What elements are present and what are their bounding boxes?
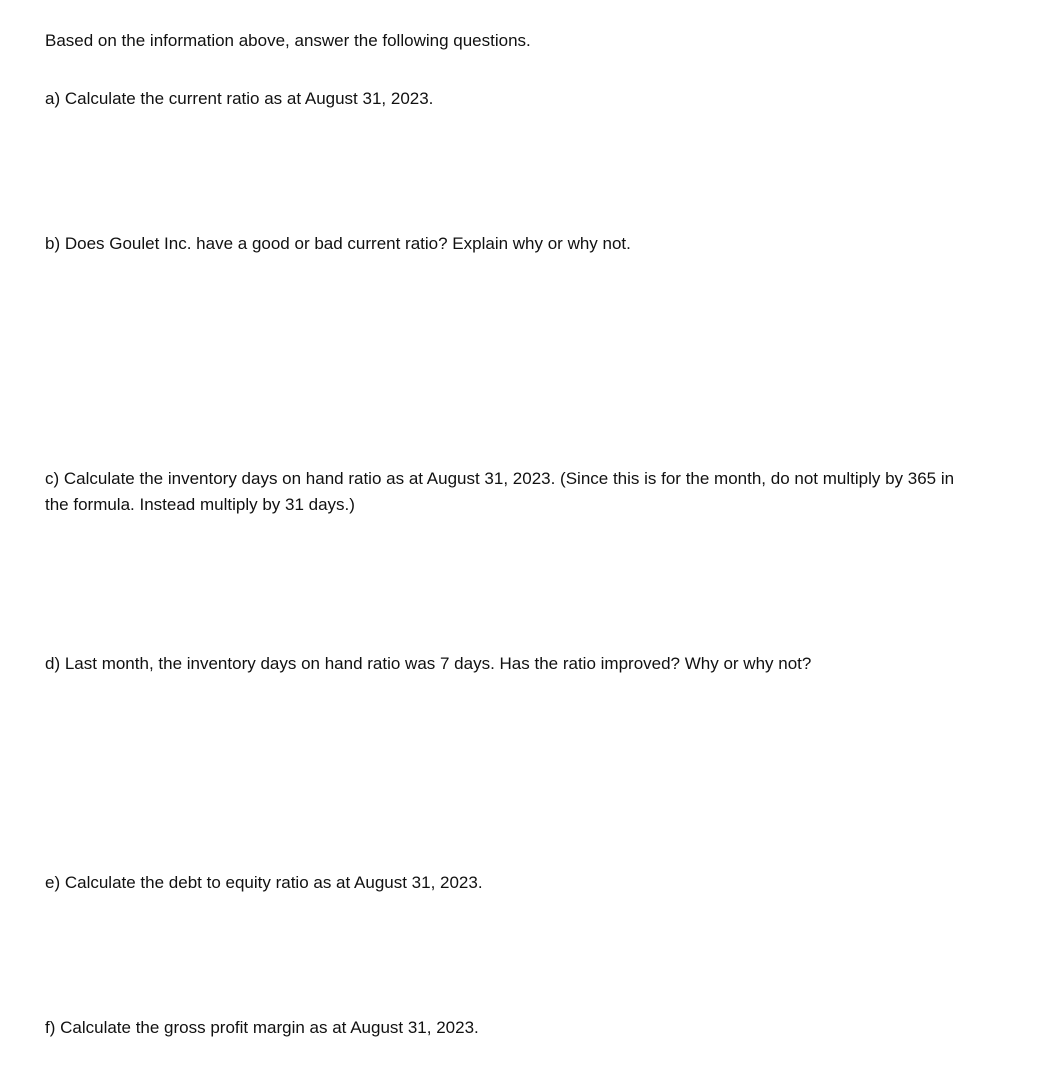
question-f: f) Calculate the gross profit margin as at August 31, 2023. [45, 1018, 479, 1037]
question-c: c) Calculate the inventory days on hand ratio as at August 31, 2023. (Since this is for the month, do not multiply by 365 in the formula. Instead multiply by 31 days.) [45, 469, 955, 514]
question-a: a) Calculate the current ratio as at August 31, 2023. [45, 89, 434, 108]
question-b: b) Does Goulet Inc. have a good or bad current ratio? Explain why or why not. [45, 234, 631, 253]
question-d: d) Last month, the inventory days on hand ratio was 7 days. Has the ratio improved? Why or why not? [45, 654, 812, 673]
intro-text: Based on the information above, answer the following questions. [45, 31, 531, 50]
question-e: e) Calculate the debt to equity ratio as at August 31, 2023. [45, 873, 483, 892]
